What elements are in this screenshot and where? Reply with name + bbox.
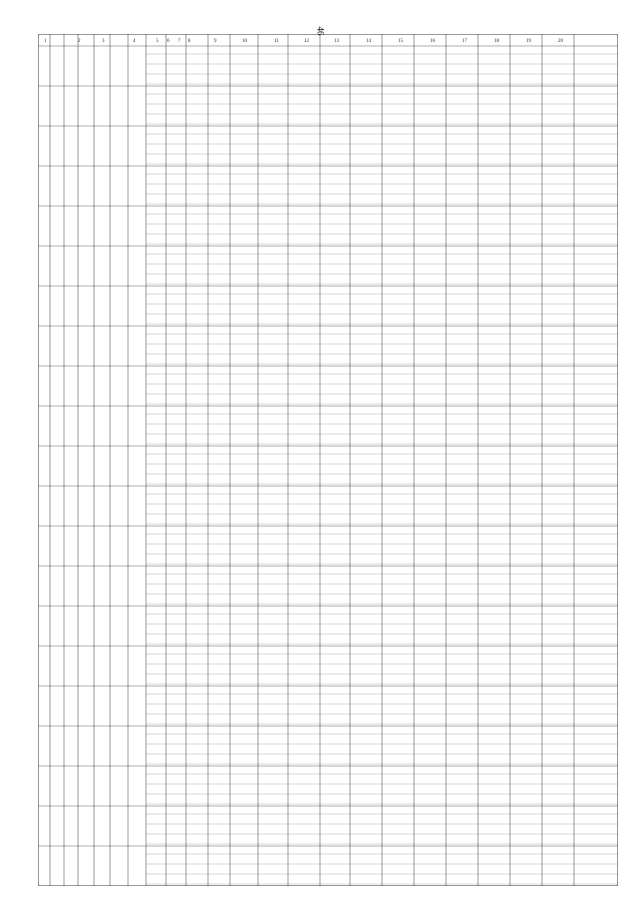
column-number: 18 <box>494 39 499 44</box>
column-number: 4 <box>133 39 136 44</box>
column-number: 17 <box>462 39 467 44</box>
column-number: 13 <box>334 39 339 44</box>
column-number: 3 <box>102 39 105 44</box>
column-number: 8 <box>188 39 191 44</box>
column-number: 7 <box>178 39 181 44</box>
page-number: 46 <box>315 26 326 36</box>
column-number: 10 <box>242 39 247 44</box>
table-grid <box>38 34 618 886</box>
column-number: 19 <box>526 39 531 44</box>
column-number: 16 <box>430 39 435 44</box>
column-number: 20 <box>558 39 563 44</box>
column-number: 2 <box>78 39 81 44</box>
column-number: 14 <box>366 39 371 44</box>
column-number: 5 <box>156 39 159 44</box>
column-number: 9 <box>214 39 217 44</box>
column-number: 15 <box>398 39 403 44</box>
column-number: 12 <box>304 39 309 44</box>
column-number: 6 <box>167 39 170 44</box>
rotated-table <box>38 34 618 886</box>
column-number: 11 <box>274 39 279 44</box>
column-number: 1 <box>44 39 47 44</box>
